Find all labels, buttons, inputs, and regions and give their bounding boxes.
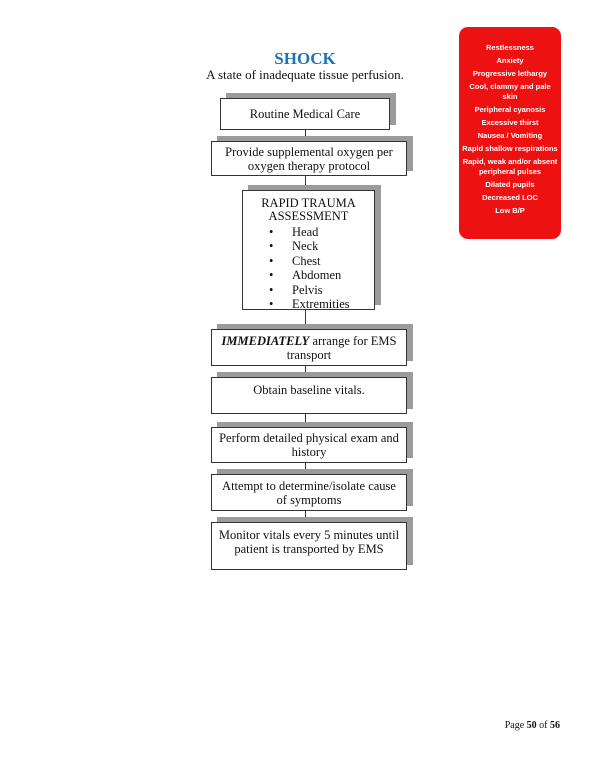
step-supplemental-oxygen bbox=[211, 141, 407, 176]
step-determine-cause bbox=[211, 474, 407, 511]
connector bbox=[305, 414, 306, 427]
symptoms-panel bbox=[459, 27, 561, 239]
connector bbox=[305, 130, 306, 141]
assessment-item: • Head bbox=[269, 225, 368, 239]
symptom-item: Cool, clammy and pale skin bbox=[469, 82, 551, 101]
page-number bbox=[440, 720, 560, 731]
symptom-item: Restlessness bbox=[486, 43, 534, 52]
step-monitor-vitals bbox=[211, 522, 407, 570]
symptom-item: Progressive lethargy bbox=[472, 69, 548, 79]
connector bbox=[305, 176, 306, 190]
connector bbox=[305, 511, 306, 522]
assessment-item: • Chest bbox=[269, 254, 368, 268]
step-rapid-trauma-assessment bbox=[242, 190, 375, 310]
symptom-item: Nausea / Vomiting bbox=[477, 131, 543, 141]
step-emphasis: IMMEDIATELY bbox=[221, 333, 310, 348]
assessment-list bbox=[249, 225, 368, 311]
step-label: Obtain baseline vitals. bbox=[253, 383, 365, 397]
page-subtitle: A state of inadequate tissue perfusion. bbox=[206, 67, 404, 82]
symptom-item: Peripheral cyanosis bbox=[474, 104, 546, 114]
symptom-item: Anxiety bbox=[496, 56, 524, 66]
symptom-item: Decreased LOC bbox=[482, 192, 538, 202]
assessment-item: • Pelvis bbox=[269, 283, 368, 297]
symptom-item: Low B/P bbox=[495, 206, 525, 216]
connector bbox=[305, 366, 306, 377]
step-label: Provide supplemental oxygen per oxygen therapy protocol bbox=[225, 144, 393, 173]
symptom-item: Rapid, weak and/or absent peripheral pulses bbox=[462, 157, 558, 176]
connector bbox=[305, 310, 306, 329]
step-detailed-physical-exam bbox=[211, 427, 407, 463]
page-current: 50 bbox=[526, 720, 537, 731]
step-label: IMMEDIATELY arrange for EMS transport bbox=[221, 333, 397, 362]
symptom-item: Excessive thirst bbox=[481, 117, 539, 127]
page-title: SHOCK bbox=[274, 49, 336, 68]
symptom-item: Dilated pupils bbox=[485, 179, 535, 189]
assessment-item: • Neck bbox=[269, 239, 368, 253]
connector bbox=[305, 463, 306, 474]
symptom-item: Rapid shallow respirations bbox=[462, 144, 558, 154]
page-prefix: Page bbox=[504, 720, 525, 731]
step-arrange-ems-transport bbox=[211, 329, 407, 366]
step-label: Perform detailed physical exam and history bbox=[219, 431, 399, 459]
assessment-item: • Extremities bbox=[269, 297, 368, 311]
step-routine-medical-care bbox=[220, 98, 390, 130]
assessment-item: • Abdomen bbox=[269, 268, 368, 282]
step-label: Routine Medical Care bbox=[249, 107, 361, 121]
step-label: Attempt to determine/isolate cause of symptoms bbox=[222, 478, 396, 507]
page-total: 56 bbox=[550, 720, 560, 731]
page-of: of bbox=[539, 720, 548, 731]
step-label: RAPID TRAUMA ASSESSMENT bbox=[261, 196, 356, 223]
step-label: Monitor vitals every 5 minutes until patient is transported by EMS bbox=[218, 528, 400, 556]
step-obtain-baseline-vitals bbox=[211, 377, 407, 414]
